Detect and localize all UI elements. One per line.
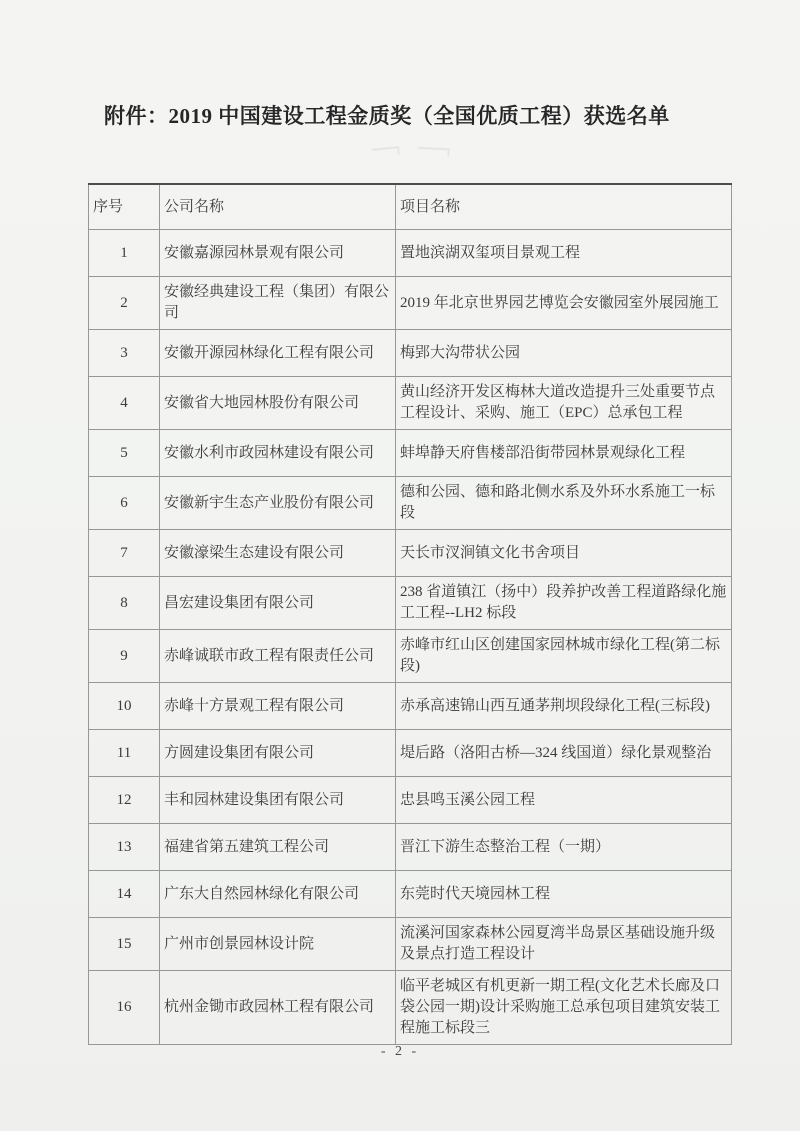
- cell-company: 安徽经典建设工程（集团）有限公司: [160, 277, 396, 330]
- table-row: [89, 918, 732, 971]
- cell-seq: 5: [89, 430, 160, 477]
- cell-project: 晋江下游生态整治工程（一期）: [396, 824, 732, 871]
- cell-project: 238 省道镇江（扬中）段养护改善工程道路绿化施工工程--LH2 标段: [396, 577, 732, 630]
- header-project: 项目名称: [396, 184, 732, 230]
- table-row: [89, 277, 732, 330]
- cell-seq: 2: [89, 277, 160, 330]
- cell-project: 赤承高速锦山西互通茅荆坝段绿化工程(三标段): [396, 683, 732, 730]
- cell-project: 德和公园、德和路北侧水系及外环水系施工一标段: [396, 477, 732, 530]
- table-row: [89, 730, 732, 777]
- cell-project: 2019 年北京世界园艺博览会安徽园室外展园施工: [396, 277, 732, 330]
- cell-seq: 6: [89, 477, 160, 530]
- cell-seq: 4: [89, 377, 160, 430]
- table-header-row: [89, 184, 732, 230]
- cell-project: 东莞时代天境园林工程: [396, 871, 732, 918]
- page-title: 附件：2019 中国建设工程金质奖（全国优质工程）获选名单: [104, 104, 670, 128]
- table-body: [89, 230, 732, 1045]
- table-row: [89, 230, 732, 277]
- cell-company: 赤峰诚联市政工程有限责任公司: [160, 630, 396, 683]
- cell-seq: 16: [89, 971, 160, 1045]
- table-row: [89, 577, 732, 630]
- table-row: [89, 330, 732, 377]
- table-row: [89, 683, 732, 730]
- table-row: [89, 377, 732, 430]
- cell-seq: 7: [89, 530, 160, 577]
- cell-seq: 15: [89, 918, 160, 971]
- cell-seq: 11: [89, 730, 160, 777]
- cell-company: 赤峰十方景观工程有限公司: [160, 683, 396, 730]
- table-row: [89, 824, 732, 871]
- cell-project: 天长市汊涧镇文化书舍项目: [396, 530, 732, 577]
- cell-company: 安徽新宇生态产业股份有限公司: [160, 477, 396, 530]
- scan-smudge-artifact: [366, 144, 462, 160]
- cell-project: 流溪河国家森林公园夏湾半岛景区基础设施升级及景点打造工程设计: [396, 918, 732, 971]
- cell-seq: 12: [89, 777, 160, 824]
- cell-company: 广州市创景园林设计院: [160, 918, 396, 971]
- table-row: [89, 971, 732, 1045]
- cell-company: 昌宏建设集团有限公司: [160, 577, 396, 630]
- page-number: - 2 -: [380, 1044, 420, 1059]
- cell-company: 杭州金锄市政园林工程有限公司: [160, 971, 396, 1045]
- header-company: 公司名称: [160, 184, 396, 230]
- table-row: [89, 530, 732, 577]
- table-row: [89, 871, 732, 918]
- cell-seq: 9: [89, 630, 160, 683]
- cell-seq: 13: [89, 824, 160, 871]
- cell-company: 方圆建设集团有限公司: [160, 730, 396, 777]
- table-row: [89, 630, 732, 683]
- cell-seq: 14: [89, 871, 160, 918]
- table-row: [89, 777, 732, 824]
- cell-company: 安徽嘉源园林景观有限公司: [160, 230, 396, 277]
- cell-company: 安徽省大地园林股份有限公司: [160, 377, 396, 430]
- cell-project: 忠县鸣玉溪公园工程: [396, 777, 732, 824]
- cell-seq: 10: [89, 683, 160, 730]
- cell-seq: 1: [89, 230, 160, 277]
- cell-project: 置地滨湖双玺项目景观工程: [396, 230, 732, 277]
- cell-project: 堤后路（洛阳古桥—324 线国道）绿化景观整治: [396, 730, 732, 777]
- table-row: [89, 430, 732, 477]
- cell-project: 临平老城区有机更新一期工程(文化艺术长廊及口袋公园一期)设计采购施工总承包项目建筑安装工程施工标段三: [396, 971, 732, 1045]
- cell-company: 福建省第五建筑工程公司: [160, 824, 396, 871]
- cell-seq: 8: [89, 577, 160, 630]
- award-winners-table: [88, 183, 732, 1045]
- cell-company: 广东大自然园林绿化有限公司: [160, 871, 396, 918]
- cell-project: 蚌埠静天府售楼部沿街带园林景观绿化工程: [396, 430, 732, 477]
- cell-project: 黄山经济开发区梅林大道改造提升三处重要节点工程设计、采购、施工（EPC）总承包工程: [396, 377, 732, 430]
- cell-company: 安徽濠梁生态建设有限公司: [160, 530, 396, 577]
- header-seq: 序号: [89, 184, 160, 230]
- cell-company: 安徽开源园林绿化工程有限公司: [160, 330, 396, 377]
- cell-company: 安徽水利市政园林建设有限公司: [160, 430, 396, 477]
- cell-seq: 3: [89, 330, 160, 377]
- cell-company: 丰和园林建设集团有限公司: [160, 777, 396, 824]
- table-row: [89, 477, 732, 530]
- cell-project: 赤峰市红山区创建国家园林城市绿化工程(第二标段): [396, 630, 732, 683]
- cell-project: 梅郢大沟带状公园: [396, 330, 732, 377]
